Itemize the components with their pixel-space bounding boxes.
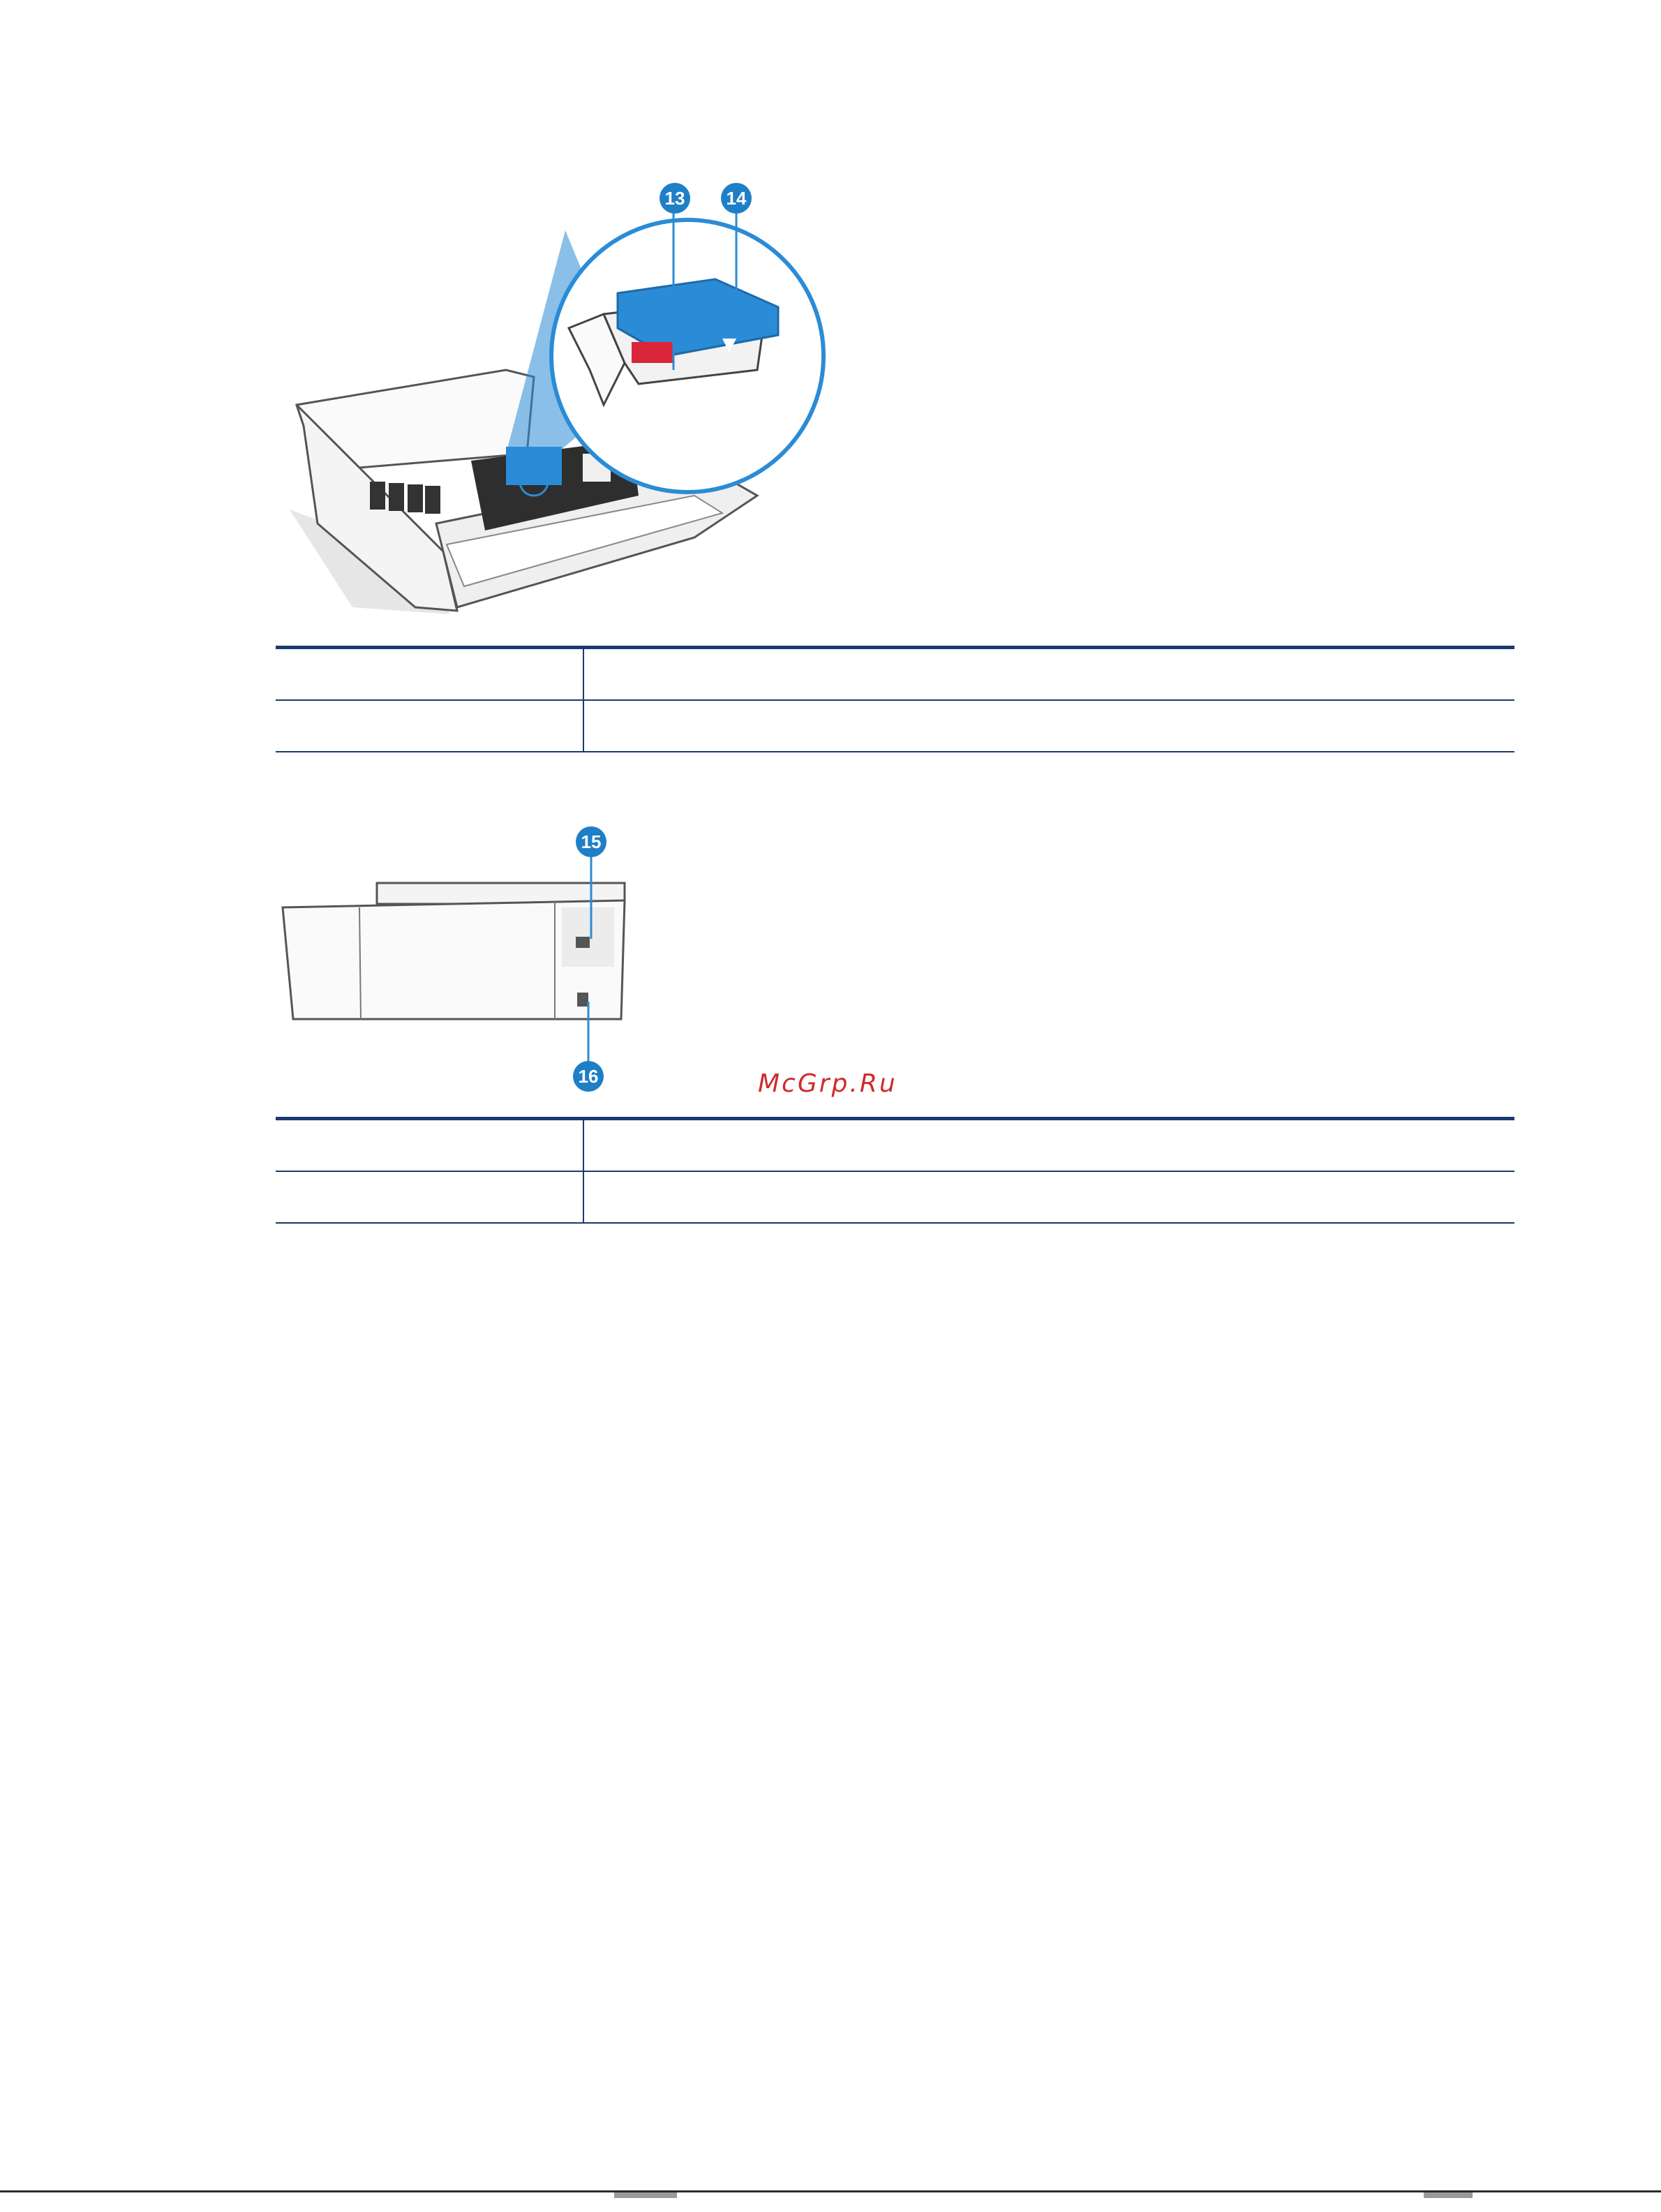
figure-printer-rear <box>276 810 653 1103</box>
table-row <box>276 1119 1514 1172</box>
callout-15: 15 <box>576 826 606 857</box>
footer-rule <box>0 2190 1661 2192</box>
part-number <box>276 648 583 701</box>
figure-printer-interior <box>276 161 827 621</box>
table-row <box>276 1171 1514 1223</box>
part-description <box>583 700 1514 752</box>
parts-table-1 <box>276 646 1514 752</box>
part-number <box>276 1119 583 1172</box>
callout-16: 16 <box>573 1061 604 1092</box>
footer-mark <box>1424 2192 1473 2198</box>
part-number <box>276 700 583 752</box>
footer-mark <box>614 2192 677 2198</box>
printer-inside-icon <box>276 161 827 621</box>
table-row <box>276 648 1514 701</box>
callout-14: 14 <box>721 183 752 214</box>
watermark: McGrp.Ru <box>758 1069 897 1098</box>
parts-table-2 <box>276 1117 1514 1224</box>
part-number <box>276 1171 583 1223</box>
callout-13: 13 <box>660 183 690 214</box>
part-description <box>583 1171 1514 1223</box>
part-description <box>583 1119 1514 1172</box>
part-description <box>583 648 1514 701</box>
table-row <box>276 700 1514 752</box>
